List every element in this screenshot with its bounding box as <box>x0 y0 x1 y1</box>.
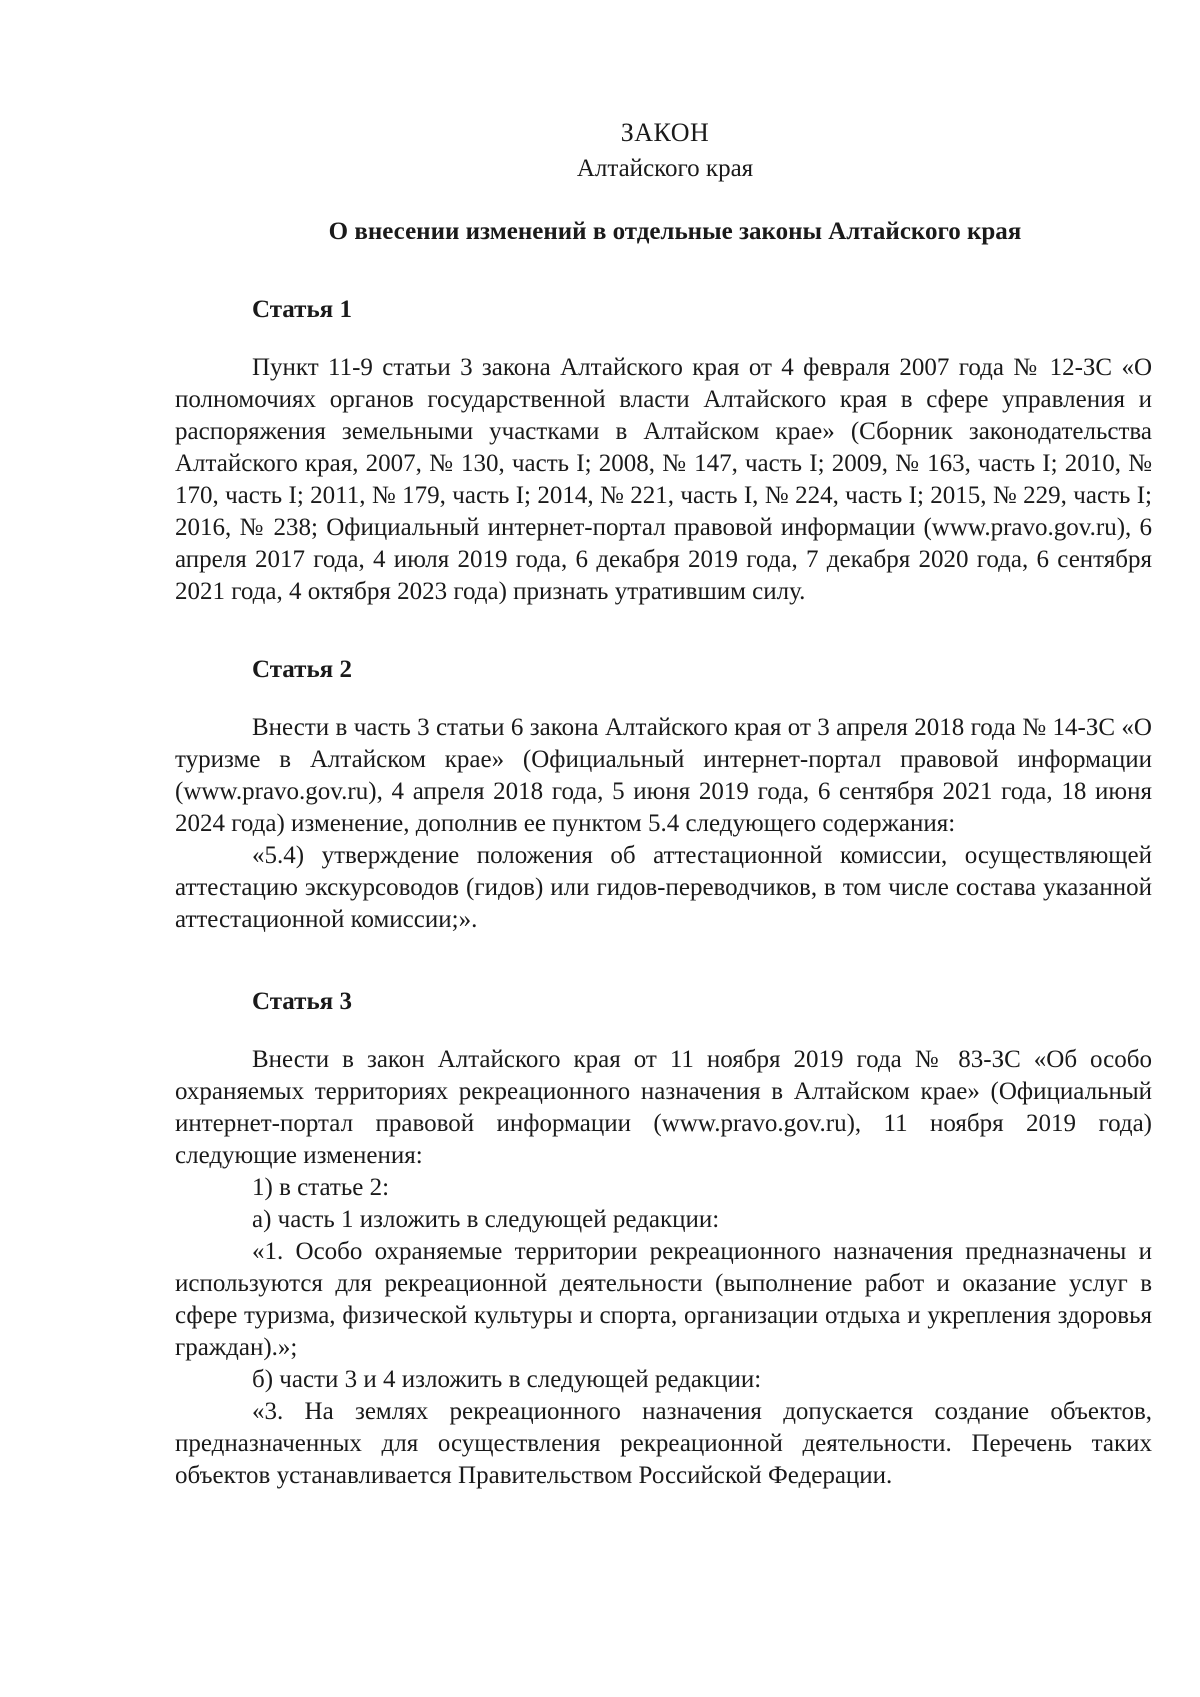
article-2-paragraph: Внести в часть 3 статьи 6 закона Алтайского края от 3 апреля 2018 года № 14-ЗС «О туризме в Алтайском крае» (Официальный интернет-портал правовой информации (www.pravo.gov.ru), 4 апреля 2018 года, 5 июня 2019 года, 6 сентября 2021 года, 18 июня 2024 года) изменение, дополнив ее пунктом 5.4 следующего содержания: <box>175 714 1152 837</box>
article-3-paragraph: б) части 3 и 4 изложить в следующей редакции: <box>252 1366 762 1393</box>
document-type: ЗАКОН <box>620 118 710 147</box>
article-2-paragraph: «5.4) утверждение положения об аттестационной комиссии, осуществляющей аттестацию экскурсоводов (гидов) или гидов-переводчиков, в том числе состава указанной аттестационной комиссии;». <box>175 842 1152 933</box>
article-3-heading: Статья 3 <box>252 988 352 1015</box>
article-2-heading: Статья 2 <box>252 656 352 683</box>
article-3-paragraph: а) часть 1 изложить в следующей редакции: <box>252 1206 720 1233</box>
article-1-paragraph: Пункт 11-9 статьи 3 закона Алтайского края от 4 февраля 2007 года № 12-ЗС «О полномочиях органов государственной власти Алтайского края в сфере управления и распоряжения земельными участками в Алтайском крае» (Сборник законодательства Алтайского края, 2007, № 130, часть I; 2008, № 147, часть I; 2009, № 163, часть I; 2010, № 170, часть I; 2011, № 179, часть I; 2014, № 221, часть I, № 224, часть I; 2015, № 229, часть I; 2016, № 238; Официальный интернет-портал правовой информации (www.pravo.gov.ru), 6 апреля 2017 года, 4 июля 2019 года, 6 декабря 2019 года, 7 декабря 2020 года, 6 сентября 2021 года, 4 октября 2023 года) признать утратившим силу. <box>175 354 1152 605</box>
article-3-paragraph: Внести в закон Алтайского края от 11 ноября 2019 года № 83-ЗС «Об особо охраняемых территориях рекреационного назначения в Алтайском крае» (Официальный интернет-портал правовой информации (www.pravo.gov.ru), 11 ноября 2019 года) следующие изменения: <box>175 1046 1152 1169</box>
article-1-heading: Статья 1 <box>252 296 352 323</box>
article-3-paragraph: «3. На землях рекреационного назначения допускается создание объектов, предназначенных для осуществления рекреационной деятельности. Перечень таких объектов устанавливается Правительством Российской Федерации. <box>175 1398 1152 1489</box>
document-region: Алтайского края <box>576 155 754 182</box>
article-2-body <box>175 712 1152 936</box>
article-1-body <box>175 352 1152 608</box>
document-title: О внесении изменений в отдельные законы Алтайского края <box>328 218 1022 245</box>
article-3-paragraph: «1. Особо охраняемые территории рекреационного назначения предназначены и используются для рекреационной деятельности (выполнение работ и оказание услуг в сфере туризма, физической культуры и спорта, организации отдыха и укрепления здоровья граждан).»; <box>175 1238 1152 1361</box>
article-3-body <box>175 1044 1152 1492</box>
article-3-paragraph: 1) в статье 2: <box>252 1174 390 1201</box>
